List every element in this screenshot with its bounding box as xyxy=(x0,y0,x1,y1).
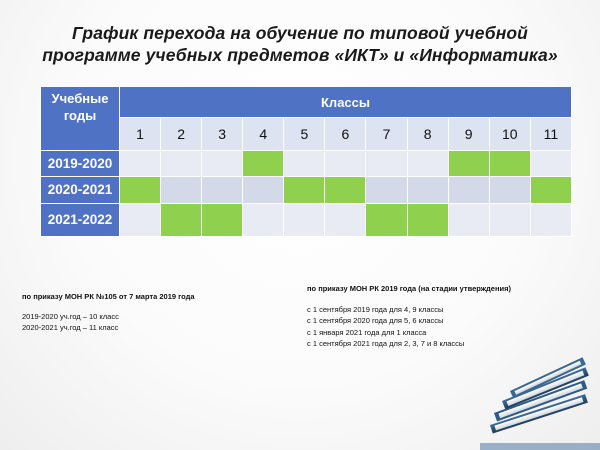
transition-cell xyxy=(243,203,284,236)
transition-cell xyxy=(448,176,489,203)
title-line-2: программе учебных предметов «ИКТ» и «Информатика» xyxy=(42,45,558,65)
transition-cell xyxy=(202,176,243,203)
class-number-header: 1 xyxy=(120,118,161,151)
class-number-header: 11 xyxy=(530,118,571,151)
year-cell: 2021-2022 xyxy=(41,203,120,236)
transition-cell xyxy=(407,176,448,203)
transition-cell xyxy=(407,151,448,176)
transition-cell xyxy=(161,176,202,203)
right-note-line: с 1 сентября 2020 года для 5, 6 классы xyxy=(307,316,444,325)
class-number-header: 2 xyxy=(161,118,202,151)
transition-cell xyxy=(489,203,530,236)
left-note-line: 2019-2020 уч.год – 10 класс xyxy=(22,311,119,321)
class-number-header: 8 xyxy=(407,118,448,151)
year-cell: 2020-2021 xyxy=(41,176,120,203)
class-number-header: 10 xyxy=(489,118,530,151)
books-stack-icon xyxy=(480,355,600,450)
left-note-heading: по приказу МОН РК №105 от 7 марта 2019 года xyxy=(22,292,195,301)
class-number-header: 4 xyxy=(243,118,284,151)
years-header xyxy=(41,87,120,151)
transition-cell xyxy=(366,176,407,203)
transition-cell-highlighted xyxy=(325,176,366,203)
transition-cell-highlighted xyxy=(530,176,571,203)
left-note-line: 2020-2021 уч.год – 11 класс xyxy=(22,323,119,332)
transition-cell-highlighted xyxy=(161,203,202,236)
schedule-row xyxy=(41,151,572,176)
transition-cell xyxy=(284,151,325,176)
page-title xyxy=(0,22,600,66)
transition-cell-highlighted xyxy=(366,203,407,236)
transition-cell-highlighted xyxy=(407,203,448,236)
right-note-line: с 1 сентября 2021 года для 2, 3, 7 и 8 классы xyxy=(307,339,465,348)
class-number-header: 7 xyxy=(366,118,407,151)
transition-cell xyxy=(243,176,284,203)
transition-cell-highlighted xyxy=(448,151,489,176)
classes-header: Классы xyxy=(120,87,572,118)
transition-cell xyxy=(366,151,407,176)
transition-cell xyxy=(448,203,489,236)
transition-cell xyxy=(202,151,243,176)
class-number-header: 9 xyxy=(448,118,489,151)
transition-cell-highlighted xyxy=(202,203,243,236)
transition-cell xyxy=(489,176,530,203)
right-note-line: с 1 сентября 2019 года для 4, 9 классы xyxy=(307,304,444,314)
transition-cell xyxy=(120,151,161,176)
transition-cell xyxy=(530,203,571,236)
schedule-table xyxy=(40,86,572,237)
title-line-1: График перехода на обучение по типовой учебной xyxy=(72,23,528,43)
transition-cell xyxy=(120,203,161,236)
class-number-header: 3 xyxy=(202,118,243,151)
class-number-header: 5 xyxy=(284,118,325,151)
schedule-row xyxy=(41,176,572,203)
transition-cell-highlighted xyxy=(243,151,284,176)
transition-cell xyxy=(530,151,571,176)
transition-cell xyxy=(325,203,366,236)
class-number-row xyxy=(41,118,572,151)
right-note-line: с 1 января 2021 года для 1 класса xyxy=(307,327,427,337)
class-number-header: 6 xyxy=(325,118,366,151)
left-note xyxy=(22,291,282,334)
transition-cell xyxy=(325,151,366,176)
right-note xyxy=(307,283,577,350)
transition-cell xyxy=(161,151,202,176)
schedule-row xyxy=(41,203,572,236)
right-note-heading: по приказу МОН РК 2019 года (на стадии утверждения) xyxy=(307,284,511,293)
transition-cell-highlighted xyxy=(284,176,325,203)
transition-cell-highlighted xyxy=(489,151,530,176)
transition-cell xyxy=(284,203,325,236)
years-header-label: Учебные годы xyxy=(51,91,109,123)
transition-cell-highlighted xyxy=(120,176,161,203)
year-cell: 2019-2020 xyxy=(41,151,120,176)
